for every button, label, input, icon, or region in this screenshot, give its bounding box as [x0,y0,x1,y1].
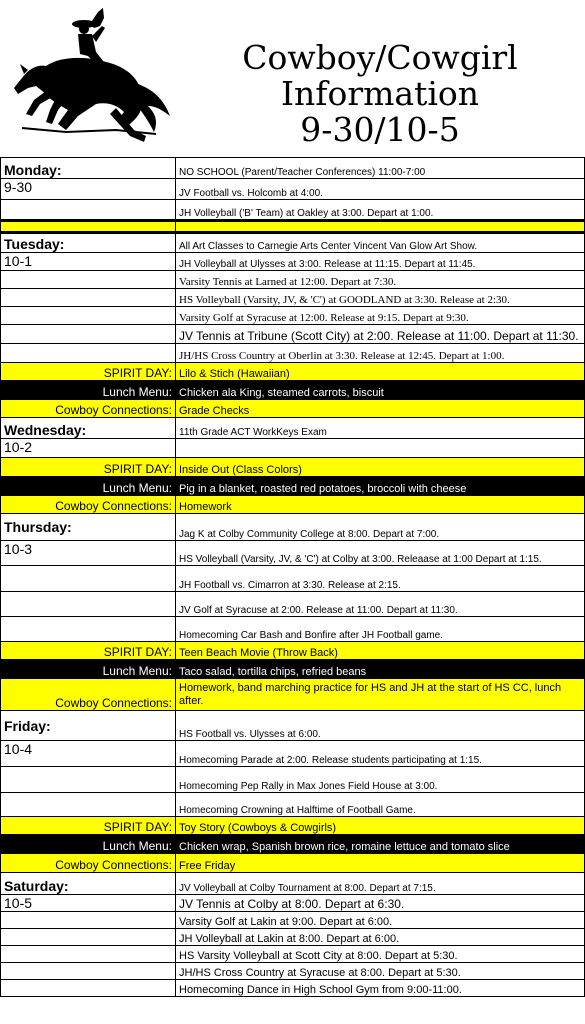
empty-cell [1,344,176,363]
date-label: 10-2 [1,439,176,458]
lunch-menu-value: Pig in a blanket, roasted red potatoes, broccoli with cheese [176,477,585,496]
lunch-menu-label: Lunch Menu: [1,835,176,854]
lunch-menu-value: Chicken wrap, Spanish brown rice, romaine lettuce and tomato slice [176,835,585,854]
event-text: HS Varsity Volleyball at Scott City at 8:00. Depart at 5:30. [176,946,585,963]
empty-cell [1,617,176,642]
event-text: JH/HS Cross Country at Oberlin at 3:30. Release at 12:45. Depart at 1:00. [176,344,585,363]
bucking-horse-rider-icon [6,4,171,144]
event-text: Homecoming Pep Rally in Max Jones Field House at 3:00. [176,767,585,793]
event-text: JV Golf at Syracuse at 2:00. Release at 11:00. Depart at 11:30. [176,592,585,617]
date-label: 10-4 [1,741,176,767]
connections-value: Grade Checks [176,400,585,418]
event-text: JV Volleyball at Colby Tournament at 8:00. Depart at 7:15. [176,873,585,895]
event-text: HS Football vs. Ulysses at 6:00. [176,711,585,741]
empty-cell [1,325,176,344]
connections-row [1,679,585,711]
spirit-day-label: SPIRIT DAY: [1,642,176,660]
table-row [1,617,585,642]
empty-cell [176,439,585,458]
table-row [1,307,585,325]
connections-row [1,854,585,873]
table-row [1,741,585,767]
event-text: JH Volleyball at Lakin at 8:00. Depart at 6:00. [176,929,585,946]
day-label: Saturday: [1,873,176,895]
empty-cell [1,912,176,929]
spirit-day-value: Toy Story (Cowboys & Cowgirls) [176,817,585,835]
spirit-day-row [1,817,585,835]
empty-cell [1,963,176,980]
separator-row [1,221,585,233]
date-label: 9-30 [1,179,176,200]
event-text: Homecoming Parade at 2:00. Release students participating at 1:15. [176,741,585,767]
table-row [1,253,585,271]
table-row [1,325,585,344]
event-text: NO SCHOOL (Parent/Teacher Conferences) 11:00-7:00 [176,158,585,179]
date-label: 10-5 [1,895,176,912]
connections-label: Cowboy Connections: [1,854,176,873]
spirit-day-label: SPIRIT DAY: [1,363,176,381]
event-text: Jag K at Colby Community College at 8:00. Depart at 7:00. [176,514,585,541]
empty-cell [1,289,176,307]
spirit-day-row [1,458,585,477]
table-row [1,344,585,363]
empty-cell [1,566,176,592]
table-row [1,895,585,912]
lunch-menu-label: Lunch Menu: [1,477,176,496]
day-label: Thursday: [1,514,176,541]
table-row [1,158,585,179]
spirit-day-label: SPIRIT DAY: [1,817,176,835]
lunch-menu-label: Lunch Menu: [1,660,176,679]
empty-cell [1,307,176,325]
event-text: HS Volleyball (Varsity, JV, & 'C') at GOODLAND at 3:30. Release at 2:30. [176,289,585,307]
empty-cell [1,271,176,289]
table-row [1,418,585,439]
connections-value: Homework [176,496,585,514]
table-row [1,541,585,566]
date-label: 10-3 [1,541,176,566]
table-row [1,711,585,741]
table-row [1,912,585,929]
lunch-menu-row [1,835,585,854]
empty-cell [1,929,176,946]
event-text: 11th Grade ACT WorkKeys Exam [176,418,585,439]
connections-label: Cowboy Connections: [1,400,176,418]
event-text: JH/HS Cross Country at Syracuse at 8:00. Depart at 5:30. [176,963,585,980]
event-text: Varsity Golf at Syracuse at 12:00. Release at 9:15. Depart at 9:30. [176,307,585,325]
day-label: Tuesday: [1,233,176,253]
title-line: Cowboy/Cowgirl [242,38,518,77]
lunch-menu-value: Chicken ala King, steamed carrots, biscuit [176,381,585,400]
spirit-day-value: Teen Beach Movie (Throw Back) [176,642,585,660]
table-row [1,439,585,458]
empty-cell [1,980,176,997]
lunch-menu-row [1,660,585,679]
event-text: All Art Classes to Carnegie Arts Center Vincent Van Glow Art Show. [176,233,585,253]
table-row [1,963,585,980]
separator-cell [176,221,585,233]
connections-value: Free Friday [176,854,585,873]
event-text: JH Football vs. Cimarron at 3:30. Release at 2:15. [176,566,585,592]
table-row [1,289,585,307]
event-text: HS Volleyball (Varsity, JV, & 'C') at Colby at 3:00. Releaase at 1:00 Depart at 1:15. [176,541,585,566]
spirit-day-row [1,363,585,381]
event-text: JV Tennis at Colby at 8:00. Depart at 6:30. [176,895,585,912]
event-text: Homecoming Crowning at Halftime of Football Game. [176,793,585,817]
event-text: JV Football vs. Holcomb at 4:00. [176,179,585,200]
table-row [1,271,585,289]
spirit-day-value: Lilo & Stich (Hawaiian) [176,363,585,381]
empty-cell [1,592,176,617]
connections-row [1,496,585,514]
lunch-menu-label: Lunch Menu: [1,381,176,400]
title-line: Information [280,74,480,113]
event-text: Homecoming Car Bash and Bonfire after JH Football game. [176,617,585,642]
empty-cell [1,767,176,793]
lunch-menu-row [1,381,585,400]
event-text: JH Volleyball at Ulysses at 3:00. Release at 11:15. Depart at 11:45. [176,253,585,271]
day-label: Wednesday: [1,418,176,439]
connections-row [1,400,585,418]
event-text: Varsity Tennis at Larned at 12:00. Depart at 7:30. [176,271,585,289]
header [0,0,585,158]
table-row [1,793,585,817]
date-label: 10-1 [1,253,176,271]
spirit-day-value: Inside Out (Class Colors) [176,458,585,477]
separator-cell [1,221,176,233]
table-row [1,767,585,793]
table-row [1,200,585,221]
day-label: Friday: [1,711,176,741]
table-row [1,929,585,946]
event-text: JH Volleyball ('B' Team) at Oakley at 3:00. Depart at 1:00. [176,200,585,221]
event-text: Homecoming Dance in High School Gym from 9:00-11:00. [176,980,585,997]
connections-label: Cowboy Connections: [1,679,176,711]
table-row [1,873,585,895]
connections-label: Cowboy Connections: [1,496,176,514]
lunch-menu-value: Taco salad, tortilla chips, refried beans [176,660,585,679]
table-row [1,179,585,200]
empty-cell [1,200,176,221]
page-title [200,40,560,148]
event-text: Varsity Golf at Lakin at 9:00. Depart at 6:00. [176,912,585,929]
table-row [1,233,585,253]
table-row [1,566,585,592]
title-line: 9-30/10-5 [300,110,460,149]
empty-cell [1,793,176,817]
spirit-day-row [1,642,585,660]
spirit-day-label: SPIRIT DAY: [1,458,176,477]
schedule-table [0,157,585,997]
table-row [1,946,585,963]
day-label: Monday: [1,158,176,179]
table-row [1,980,585,997]
lunch-menu-row [1,477,585,496]
connections-value: Homework, band marching practice for HS and JH at the start of HS CC, lunch after. [176,679,585,711]
event-text: JV Tennis at Tribune (Scott City) at 2:00. Release at 11:00. Depart at 11:30. [176,325,585,344]
table-row [1,592,585,617]
empty-cell [1,946,176,963]
table-row [1,514,585,541]
